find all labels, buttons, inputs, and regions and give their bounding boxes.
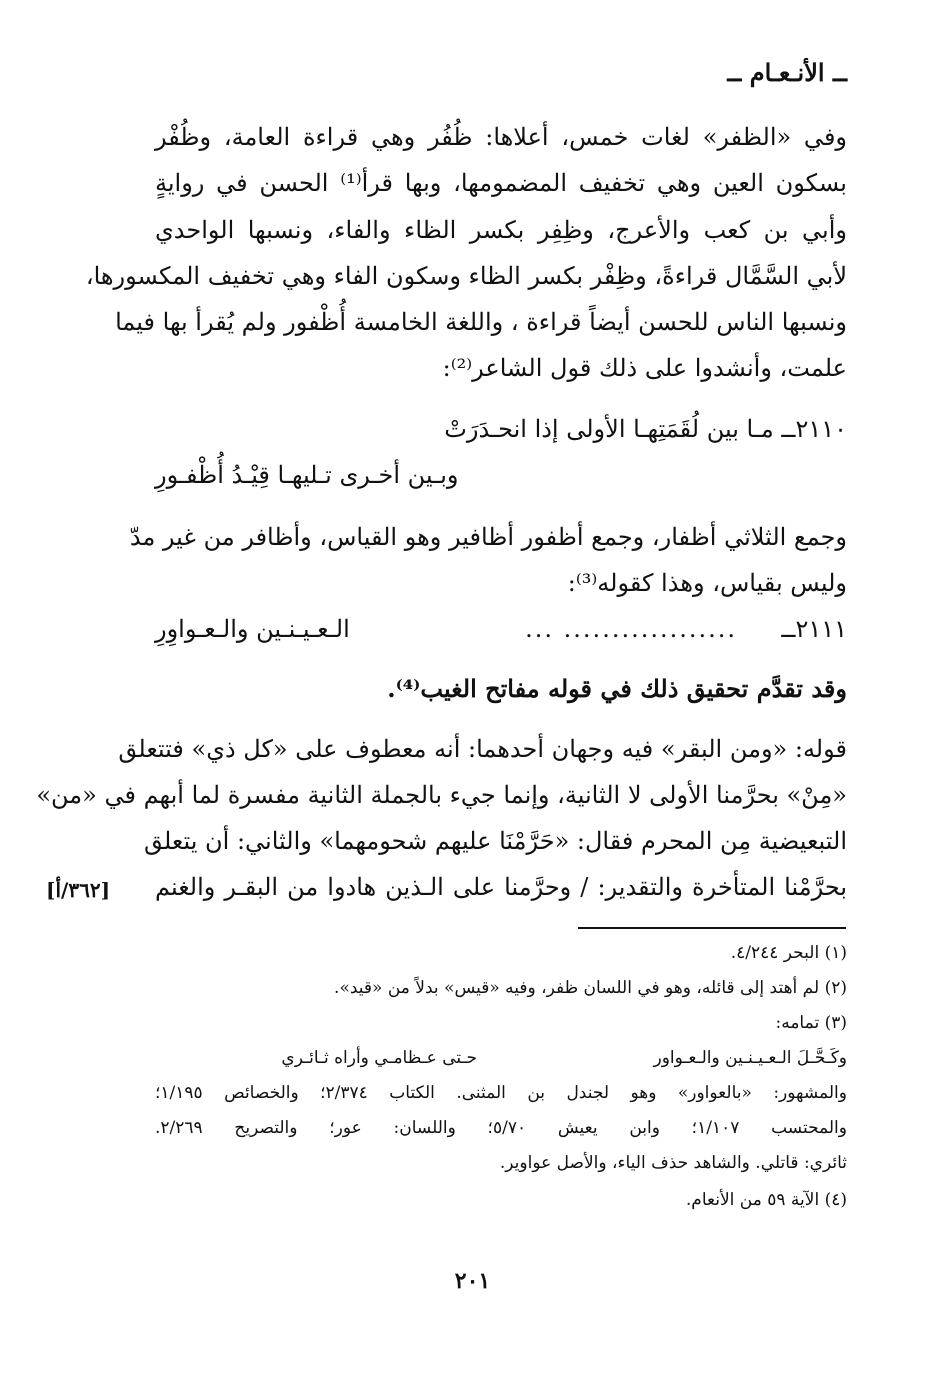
footnote-4: (٤) الآية ٥٩ من الأنعام. <box>685 1190 847 1210</box>
body-line-1: وفي «الظفر» لغات خمس، أعلاها: ظُفُر وهي قراءة العامة، وظُفْر <box>155 123 847 151</box>
body-line-5: ونسبها الناس للحسن أيضاً قراءة ، واللغة الخامسة أُظْفور ولم يُقرأ بها فيما <box>115 308 847 336</box>
body-line-4: لأبي السَّمَّال قراءةً، وظِفْر بكسر الظاء وسكون الفاء وهي تخفيف المكسورها، <box>85 262 847 290</box>
running-header: ــ الأنـعـام ــ <box>727 58 847 87</box>
footnote-3-label: (٣) تمامه: <box>775 1013 847 1033</box>
body-line-13: بحرَّمْنا المتأخرة والتقدير: / وحرَّمنا على الـذين هادوا من البقـر والغنم <box>155 873 847 901</box>
body-line-10: قوله: «ومن البقر» فيه وجهان أحدهما: أنه معطوف على «كل ذي» فتتعلق <box>118 735 847 763</box>
footnote-3-line-2: والمحتسب ١/١٠٧؛ وابن يعيش ٥/٧٠؛ واللسان: عور؛ والتصريح ٢/٢٦٩. <box>155 1118 847 1138</box>
footnote-3-line-1: والمشهور: «بالعواور» وهو لجندل بن المثنى. الكتاب ٢/٣٧٤؛ والخصائص ١/١٩٥؛ <box>155 1083 847 1103</box>
body-line-7: وجمع الثلاثي أظفار، وجمع أظفور أظافير وهو القياس، وأظافر من غير مدّ <box>129 523 847 551</box>
footnote-2: (٢) لم أهتد إلى قائله، وهو في اللسان ظفر، وفيه «قيس» بدلاً من «قيد». <box>334 978 847 998</box>
verse-2110-second-hemistich: وبـين أخـرى تـليهـا قِيْـدُ أُظْفـورِ <box>155 461 459 489</box>
body-line-12: التبعيضية مِن المحرم فقال: «حَرَّمْنَا عليهم شحومهما» والثاني: أن يتعلق <box>143 827 847 855</box>
footnote-3-line-3: ثائري: قاتلي. والشاهد حذف الياء، والأصل عواوير. <box>499 1153 847 1173</box>
footnote-3-verse-second: وكَـحَّـلَ الـعـيـنـين والـعـواور <box>653 1048 847 1068</box>
body-line-11: «مِنْ» بحرَّمنا الأولى لا الثانية، وإنما جيء بالجملة الثانية مفسرة لما أبهم في «من» <box>36 781 847 809</box>
body-line-2: بسكون العين وهي تخفيف المضمومها، وبها قرأ⁽¹⁾ الحسن في روايةٍ <box>155 169 847 197</box>
verse-2111-ellipsis: .................. ... <box>525 615 737 643</box>
verse-2111-number: ٢١١١ــ <box>781 615 847 643</box>
verse-2111-text: الـعـيـنـين والـعـواوِرِ <box>155 615 350 643</box>
footnote-separator <box>578 927 846 929</box>
body-line-6: علمت، وأنشدوا على ذلك قول الشاعر⁽²⁾: <box>442 354 847 382</box>
footnote-1: (١) البحر ٤/٢٤٤. <box>730 943 847 963</box>
manuscript-folio-marker: [٣٦٢/أ] <box>46 878 111 902</box>
body-line-3: وأبي بن كعب والأعرج، وظِفِر بكسر الظاء والفاء، ونسبها الواحدي <box>155 216 847 244</box>
footnote-3-verse-first: حـتى عـظامـي وأراه ثـائـري <box>281 1048 477 1068</box>
verse-2110-first-hemistich: ٢١١٠ــ مـا بين لُقَمَتِهـا الأولى إذا انحـدَرَتْ <box>444 415 847 443</box>
body-line-8: وليس بقياس، وهذا كقوله⁽³⁾: <box>567 569 847 597</box>
page-number: ٢٠١ <box>454 1268 491 1294</box>
body-line-9: وقد تقدَّم تحقيق ذلك في قوله مفاتح الغيب⁽⁴⁾. <box>387 674 847 703</box>
